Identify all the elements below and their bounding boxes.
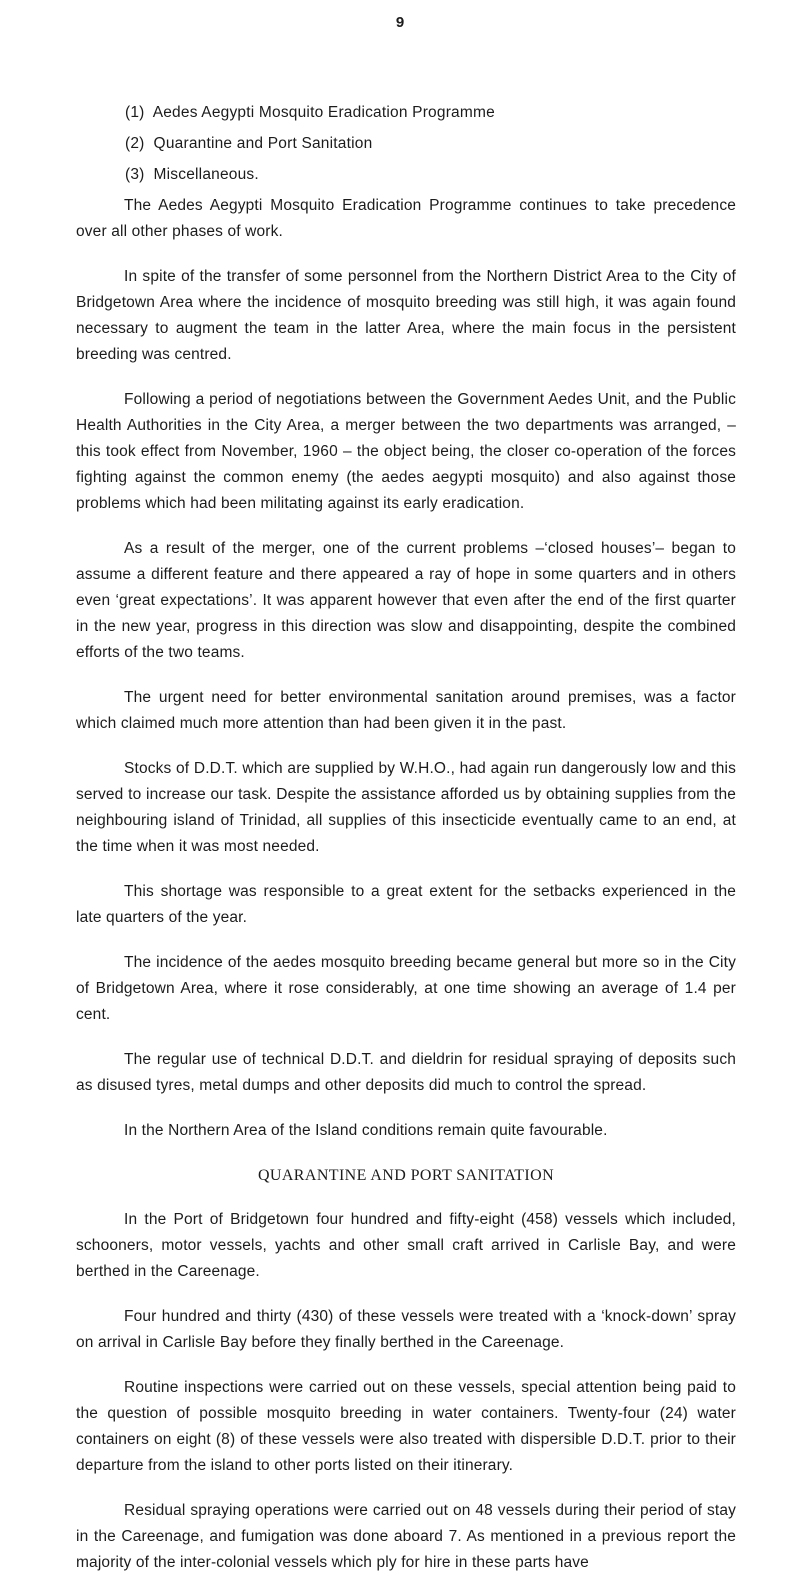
list-item: (1) Aedes Aegypti Mosquito Eradication Programme (125, 104, 495, 121)
paragraph: Following a period of negotiations between the Government Aedes Unit, and the Public Health Authorities in the City Area, a merger between the two departments was arranged, – this took effect from November, 1960 – the object being, the closer co-operation of the forces fighting against the common enemy (the aedes aegypti mosquito) and also against those problems which had been militating against its early eradication. (76, 391, 736, 512)
paragraph: Four hundred and thirty (430) of these vessels were treated with a ‘knock-down’ spray on arrival in Carlisle Bay before they finally berthed in the Careenage. (76, 1308, 736, 1351)
paragraph: Routine inspections were carried out on these vessels, special attention being paid to the question of possible mosquito breeding in water containers. Twenty-four (24) water containers on eight (8) of these vessels were also treated with dispersible D.D.T. prior to their departure from the island to other ports listed on their itinerary. (76, 1379, 736, 1474)
paragraph: The Aedes Aegypti Mosquito Eradication Programme continues to take precedence over all other phases of work. (76, 197, 736, 240)
programme-list (125, 97, 495, 190)
paragraph: In the Port of Bridgetown four hundred and fifty-eight (458) vessels which included, schooners, motor vessels, yachts and other small craft arrived in Carlisle Bay, and were berthed in the Careenage. (76, 1211, 736, 1280)
list-item: (3) Miscellaneous. (125, 166, 259, 183)
paragraph: This shortage was responsible to a great extent for the setbacks experienced in the late quarters of the year. (76, 883, 736, 926)
paragraph: As a result of the merger, one of the current problems –‘closed houses’– began to assume a different feature and there appeared a ray of hope in some quarters and in others even ‘great expectations’. It was apparent however that even after the end of the first quarter in the new year, progress in this direction was slow and disappointing, despite the combined efforts of the two teams. (76, 540, 736, 661)
paragraph: Stocks of D.D.T. which are supplied by W.H.O., had again run dangerously low and this served to increase our task. Despite the assistance afforded us by obtaining supplies from the neighbouring island of Trinidad, all supplies of this insecticide eventually came to an end, at the time when it was most needed. (76, 760, 736, 855)
paragraph: The urgent need for better environmental sanitation around premises, was a factor which claimed much more attention than had been given it in the past. (76, 689, 736, 732)
paragraph: Residual spraying operations were carried out on 48 vessels during their period of stay in the Careenage, and fumigation was done aboard 7. As mentioned in a previous report the majority of the inter-colonial vessels which ply for hire in these parts have (76, 1502, 736, 1571)
list-item: (2) Quarantine and Port Sanitation (125, 135, 373, 152)
paragraph: The regular use of technical D.D.T. and dieldrin for residual spraying of deposits such as disused tyres, metal dumps and other deposits did much to control the spread. (76, 1051, 736, 1094)
page-number: 9 (395, 14, 405, 31)
section-heading: QUARANTINE AND PORT SANITATION (257, 1167, 555, 1184)
paragraph: In the Northern Area of the Island conditions remain quite favourable. (124, 1122, 608, 1139)
body-text (76, 193, 736, 1595)
paragraph: In spite of the transfer of some personnel from the Northern District Area to the City of Bridgetown Area where the incidence of mosquito breeding was still high, it was again found necessary to augment the team in the latter Area, where the main focus in the persistent breeding was centred. (76, 268, 736, 363)
paragraph: The incidence of the aedes mosquito breeding became general but more so in the City of Bridgetown Area, where it rose considerably, at one time showing an average of 1.4 per cent. (76, 954, 736, 1023)
